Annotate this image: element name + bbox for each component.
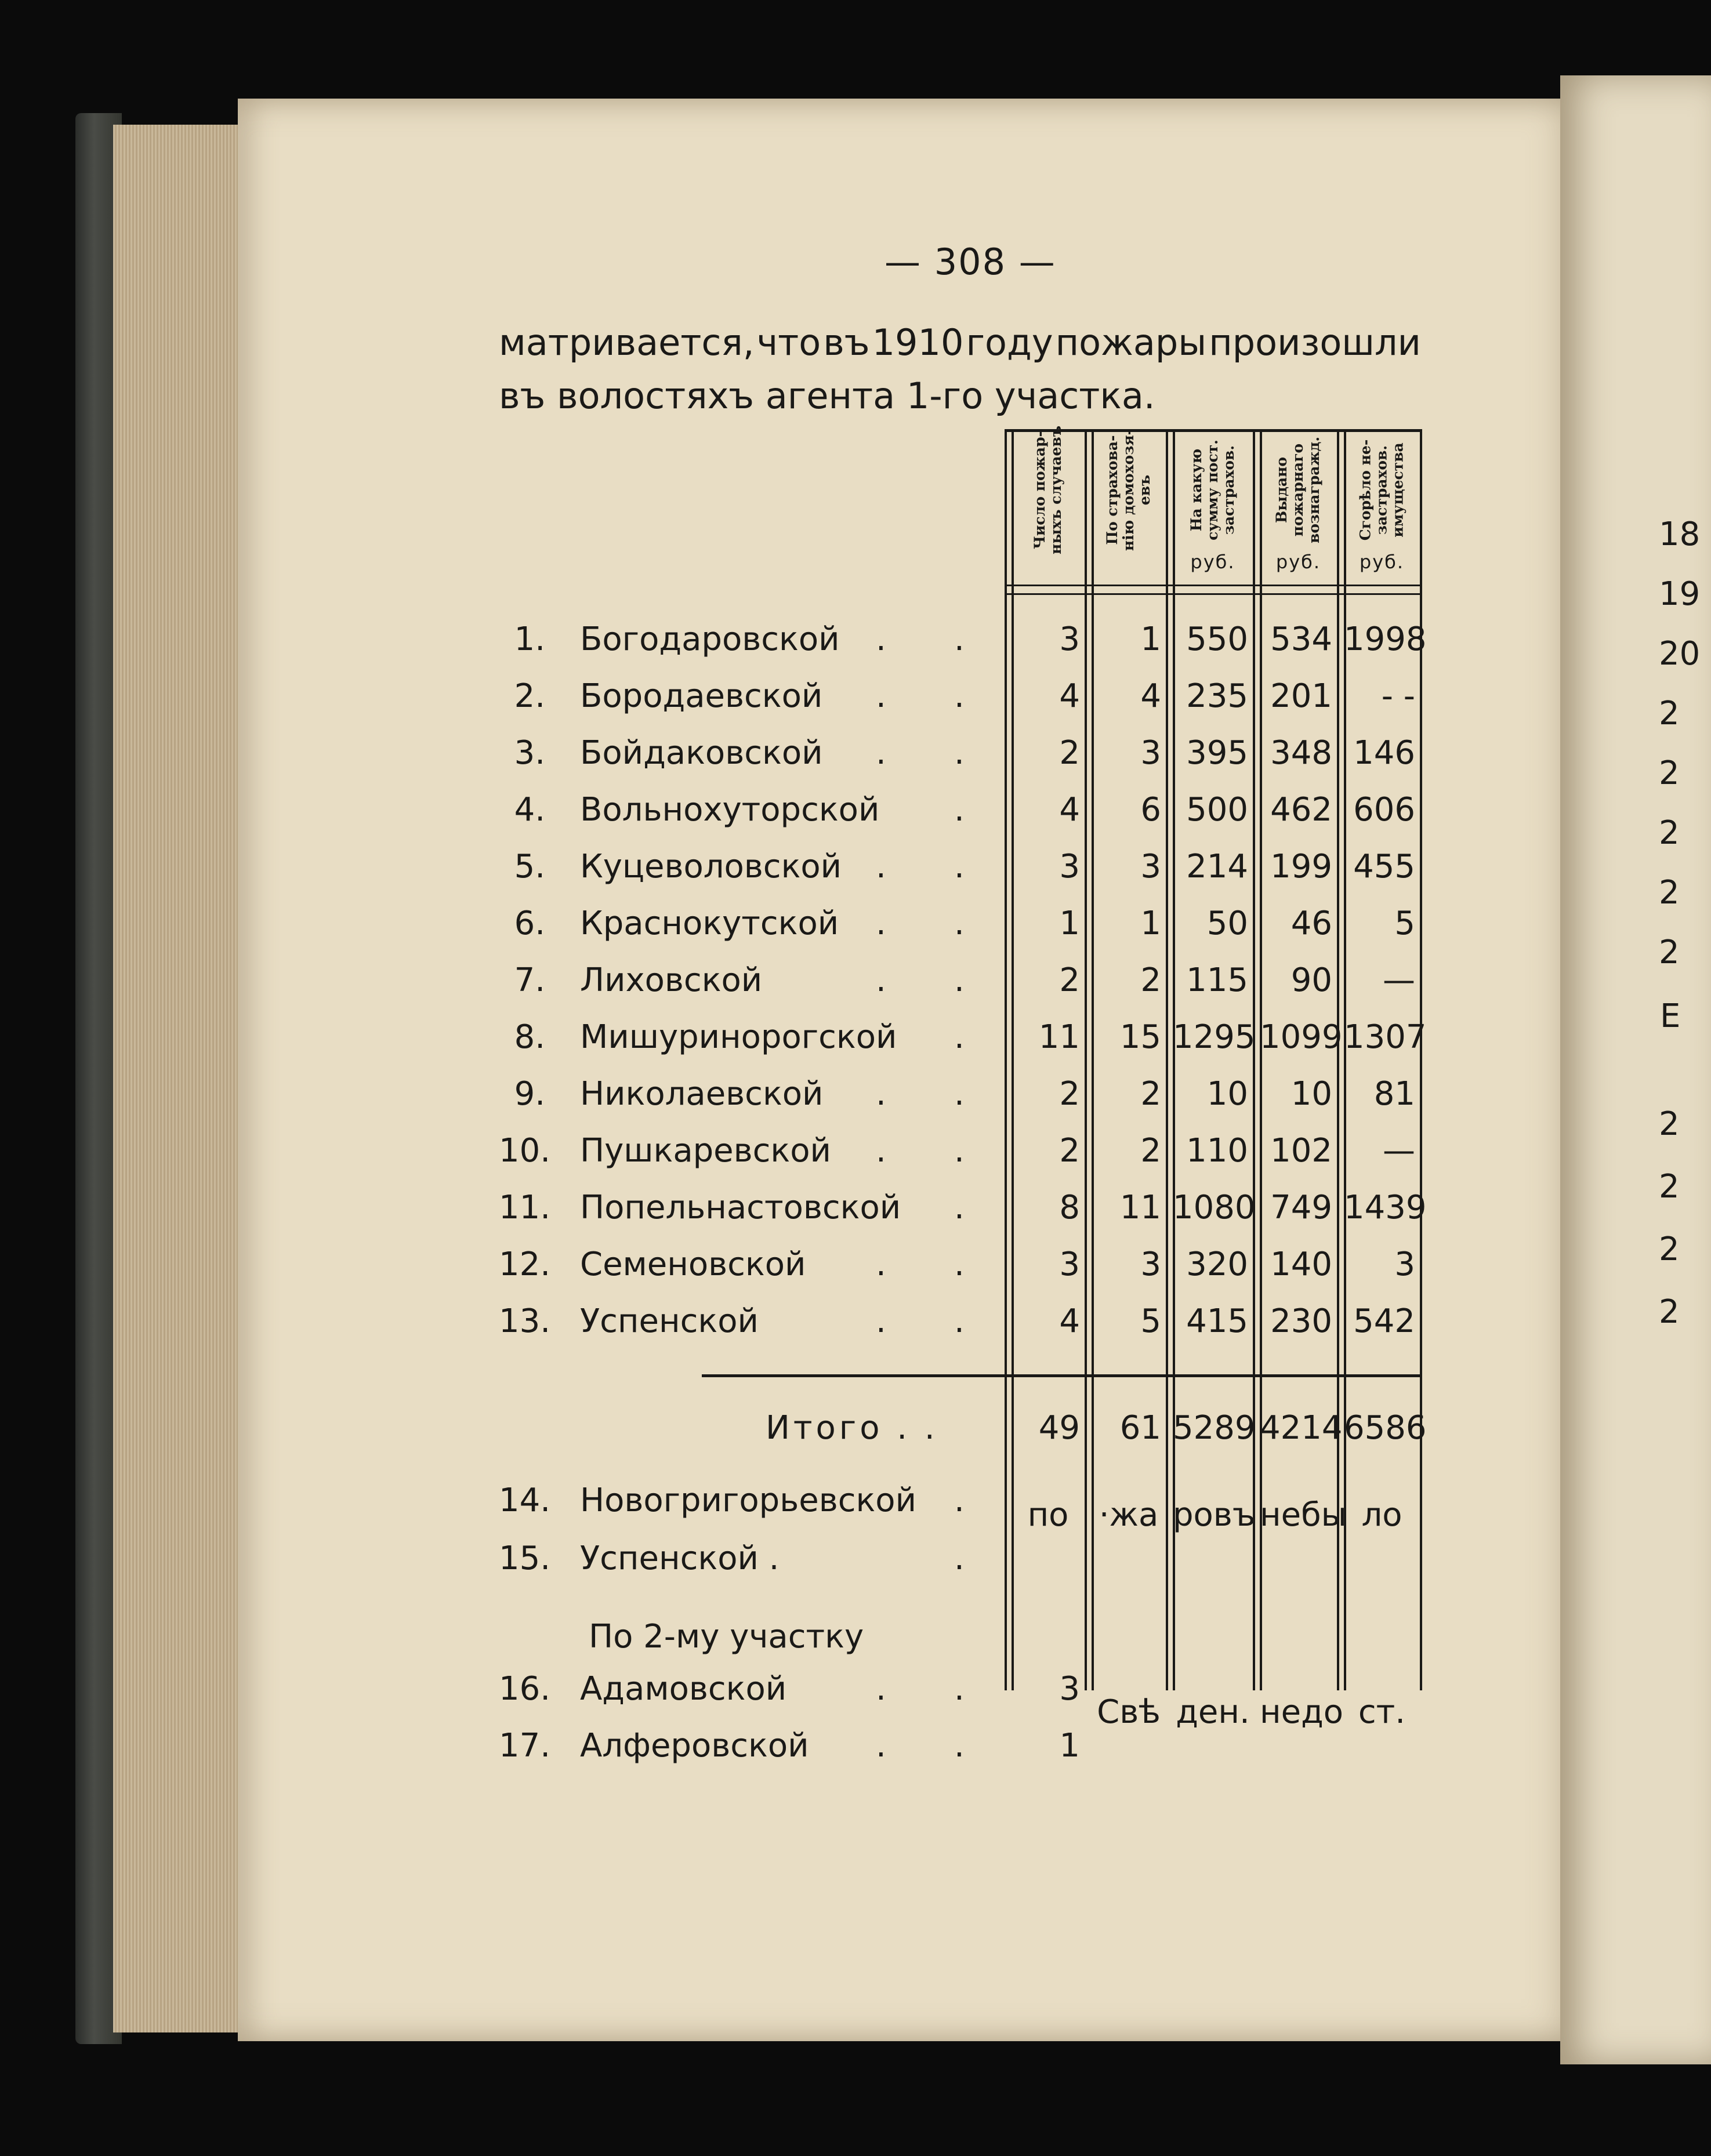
row-value: 10 bbox=[1290, 1075, 1332, 1113]
row-dot: . bbox=[954, 848, 965, 885]
row-dot: . bbox=[876, 1727, 886, 1765]
column-header-text: На какую сумму пост. застрахов. bbox=[1188, 440, 1238, 540]
row-number: 4. bbox=[514, 791, 545, 829]
row-name: Лиховской bbox=[580, 961, 763, 999]
row-number: 14. bbox=[499, 1482, 551, 1519]
row-dot: . bbox=[876, 620, 886, 658]
row-dot: . bbox=[876, 1246, 886, 1283]
row-value: 3 bbox=[1394, 1246, 1415, 1283]
intro-word: въ bbox=[823, 321, 870, 364]
row-value: 4 bbox=[1140, 677, 1161, 715]
row-dot: . bbox=[954, 1018, 965, 1056]
row-value: 11 bbox=[1119, 1189, 1161, 1226]
row-value: 214 bbox=[1186, 848, 1248, 885]
next-page bbox=[1560, 75, 1711, 2064]
intro-text bbox=[499, 316, 1421, 423]
column-rule bbox=[1085, 429, 1087, 1690]
row-value: 4 bbox=[1059, 1302, 1080, 1340]
column-rule bbox=[1166, 429, 1168, 1690]
table-header-rule-2 bbox=[1005, 593, 1422, 595]
next-page-fragment: 2 bbox=[1659, 695, 1680, 732]
column-rule bbox=[1005, 429, 1007, 1690]
row-value: 542 bbox=[1353, 1302, 1415, 1340]
next-page-fragment: 19 bbox=[1659, 575, 1701, 613]
row-dot: . bbox=[954, 677, 965, 715]
row-value: 2 bbox=[1059, 1132, 1080, 1170]
row-name: Новогригорьевской bbox=[580, 1482, 916, 1519]
column-header bbox=[1260, 438, 1337, 542]
row-value: 3 bbox=[1059, 1670, 1080, 1708]
row-dot: . bbox=[954, 1246, 965, 1283]
row-value: 3 bbox=[1059, 1246, 1080, 1283]
row-value: 1 bbox=[1059, 1727, 1080, 1765]
row-value: 1 bbox=[1140, 620, 1161, 658]
total-value: 49 bbox=[1038, 1409, 1080, 1447]
no-fire-note: по bbox=[1027, 1496, 1069, 1534]
row-value: 11 bbox=[1038, 1018, 1080, 1056]
row-value: 2 bbox=[1059, 734, 1080, 772]
page-number: — 308 — bbox=[884, 241, 1056, 283]
row-dot: . bbox=[876, 1670, 886, 1708]
row-name: Мишуринорогской bbox=[580, 1018, 897, 1056]
column-header bbox=[1173, 438, 1253, 542]
total-label: Итого . . bbox=[766, 1409, 938, 1447]
next-page-fragment: 2 bbox=[1659, 1105, 1680, 1143]
row-value: 1998 bbox=[1344, 620, 1427, 658]
row-value: 46 bbox=[1290, 905, 1332, 942]
row-dot: . bbox=[954, 905, 965, 942]
no-fire-note: ровъ bbox=[1173, 1496, 1256, 1534]
column-header-text: Число пожар- ныхъ случаевъ bbox=[1031, 426, 1065, 554]
row-value: 1080 bbox=[1173, 1189, 1256, 1226]
next-page-fragments-2 bbox=[1659, 1093, 1680, 1344]
no-data-note: Свѣ bbox=[1097, 1693, 1161, 1731]
row-value: 115 bbox=[1186, 961, 1248, 999]
row-dot: . bbox=[954, 734, 965, 772]
row-value: 146 bbox=[1353, 734, 1415, 772]
column-header bbox=[1092, 429, 1166, 551]
column-unit: руб. bbox=[1190, 551, 1235, 573]
row-value: 15 bbox=[1119, 1018, 1161, 1056]
column-header bbox=[1344, 438, 1420, 542]
row-name: Пушкаревской bbox=[580, 1132, 831, 1170]
row-number: 8. bbox=[514, 1018, 545, 1056]
row-value: 2 bbox=[1140, 1132, 1161, 1170]
column-header-text: Выдано пожарнаго вознагражд. bbox=[1273, 436, 1323, 544]
row-number: 5. bbox=[514, 848, 545, 885]
row-number: 6. bbox=[514, 905, 545, 942]
row-dot: . bbox=[954, 1189, 965, 1226]
table-header-rule bbox=[1005, 585, 1422, 586]
column-unit: руб. bbox=[1359, 551, 1405, 573]
row-dot: . bbox=[876, 905, 886, 942]
row-dot: . bbox=[954, 791, 965, 829]
row-value: 1295 bbox=[1173, 1018, 1256, 1056]
row-value: 320 bbox=[1186, 1246, 1248, 1283]
total-value: 61 bbox=[1119, 1409, 1161, 1447]
row-value: 3 bbox=[1140, 734, 1161, 772]
row-dot: . bbox=[876, 961, 886, 999]
next-page-fragments bbox=[1659, 504, 1700, 982]
row-value: 50 bbox=[1206, 905, 1248, 942]
row-value: 415 bbox=[1186, 1302, 1248, 1340]
row-name: Успенской bbox=[580, 1302, 759, 1340]
next-page-fragment: 2 bbox=[1659, 1231, 1680, 1268]
row-dot: . bbox=[876, 734, 886, 772]
row-name: Вольнохуторской bbox=[580, 791, 880, 829]
row-dot: . bbox=[954, 1302, 965, 1340]
next-page-letter: Е bbox=[1660, 997, 1681, 1035]
row-value: 201 bbox=[1270, 677, 1332, 715]
row-value: 550 bbox=[1186, 620, 1248, 658]
row-name: Николаевской bbox=[580, 1075, 824, 1113]
row-value: 348 bbox=[1270, 734, 1332, 772]
row-value: 5 bbox=[1394, 905, 1415, 942]
intro-word: году bbox=[966, 321, 1053, 364]
row-value: 2 bbox=[1140, 1075, 1161, 1113]
row-value: 1307 bbox=[1344, 1018, 1427, 1056]
row-value: 1099 bbox=[1260, 1018, 1343, 1056]
row-number: 1. bbox=[514, 620, 545, 658]
intro-word: матривается, bbox=[499, 321, 755, 364]
row-dot: . bbox=[954, 620, 965, 658]
intro-line-1 bbox=[499, 316, 1421, 369]
row-value: 230 bbox=[1270, 1302, 1332, 1340]
no-fire-note: небы bbox=[1260, 1496, 1347, 1534]
row-value: 462 bbox=[1270, 791, 1332, 829]
row-value: 10 bbox=[1206, 1075, 1248, 1113]
row-name: Краснокутской bbox=[580, 905, 839, 942]
row-value: 1439 bbox=[1344, 1189, 1427, 1226]
row-number: 13. bbox=[499, 1302, 551, 1340]
column-header-text: По страхова- нію домохозя- евъ bbox=[1104, 429, 1153, 551]
intro-word: что bbox=[756, 321, 821, 364]
next-page-fragment: 20 bbox=[1659, 635, 1701, 673]
row-value: 1 bbox=[1059, 905, 1080, 942]
row-name: Успенской . bbox=[580, 1540, 780, 1577]
row-name: Алферовской bbox=[580, 1727, 809, 1765]
row-value: 500 bbox=[1186, 791, 1248, 829]
no-fire-note: ло bbox=[1361, 1496, 1402, 1534]
row-value: 8 bbox=[1059, 1189, 1080, 1226]
row-dot: . bbox=[954, 1132, 965, 1170]
row-number: 10. bbox=[499, 1132, 551, 1170]
row-number: 9. bbox=[514, 1075, 545, 1113]
total-value: 4214 bbox=[1260, 1409, 1343, 1447]
row-dot: . bbox=[954, 961, 965, 999]
section-title: По 2-му участку bbox=[589, 1618, 864, 1656]
intro-word: произошли bbox=[1209, 321, 1421, 364]
row-value: 6 bbox=[1140, 791, 1161, 829]
page-edges bbox=[113, 125, 246, 2032]
no-data-note: ден. bbox=[1176, 1693, 1250, 1731]
row-dot: . bbox=[876, 1132, 886, 1170]
row-value: 3 bbox=[1140, 1246, 1161, 1283]
row-value: 235 bbox=[1186, 677, 1248, 715]
row-value: 3 bbox=[1059, 620, 1080, 658]
row-number: 7. bbox=[514, 961, 545, 999]
row-dot: . bbox=[954, 1075, 965, 1113]
row-value: 1 bbox=[1140, 905, 1161, 942]
row-value: 199 bbox=[1270, 848, 1332, 885]
row-value: 2 bbox=[1059, 1075, 1080, 1113]
row-dot: . bbox=[954, 1727, 965, 1765]
next-page-fragment: 2 bbox=[1659, 874, 1680, 912]
row-name: Адамовской bbox=[580, 1670, 787, 1708]
row-name: Куцеволовской bbox=[580, 848, 842, 885]
row-value: 2 bbox=[1059, 961, 1080, 999]
next-page-fragment: 2 bbox=[1659, 814, 1680, 852]
row-value: 455 bbox=[1353, 848, 1415, 885]
row-value: 102 bbox=[1270, 1132, 1332, 1170]
row-value: 606 bbox=[1353, 791, 1415, 829]
next-page-fragment: 2 bbox=[1659, 1168, 1680, 1206]
column-header bbox=[1012, 426, 1085, 554]
row-value: 2 bbox=[1140, 961, 1161, 999]
row-dot: . bbox=[876, 1302, 886, 1340]
row-number: 15. bbox=[499, 1540, 551, 1577]
row-number: 16. bbox=[499, 1670, 551, 1708]
intro-word: 1910 bbox=[872, 321, 964, 364]
row-name: Бойдаковской bbox=[580, 734, 823, 772]
row-name: Семеновской bbox=[580, 1246, 806, 1283]
row-dot: . bbox=[954, 1670, 965, 1708]
row-value: — bbox=[1383, 1132, 1415, 1170]
row-value: 110 bbox=[1186, 1132, 1248, 1170]
table-top-rule bbox=[1005, 429, 1422, 432]
column-rule bbox=[1420, 429, 1422, 1690]
row-number: 12. bbox=[499, 1246, 551, 1283]
row-name: Богодаровской bbox=[580, 620, 840, 658]
row-name: Попельнастовской bbox=[580, 1189, 901, 1226]
row-number: 3. bbox=[514, 734, 545, 772]
row-value: 395 bbox=[1186, 734, 1248, 772]
total-value: 5289 bbox=[1173, 1409, 1256, 1447]
row-value: 534 bbox=[1270, 620, 1332, 658]
row-number: 2. bbox=[514, 677, 545, 715]
total-value: 6586 bbox=[1344, 1409, 1427, 1447]
row-dot: . bbox=[876, 677, 886, 715]
row-dot: . bbox=[876, 848, 886, 885]
intro-line-2: въ волостяхъ агента 1-го участка. bbox=[499, 375, 1155, 417]
no-fire-note: ·жа bbox=[1099, 1496, 1159, 1534]
next-page-fragment: 18 bbox=[1659, 516, 1701, 553]
row-value: 4 bbox=[1059, 677, 1080, 715]
row-value: 3 bbox=[1059, 848, 1080, 885]
row-value: - - bbox=[1381, 677, 1415, 715]
intro-word: пожары bbox=[1055, 321, 1207, 364]
row-value: 81 bbox=[1373, 1075, 1415, 1113]
next-page-fragment: 2 bbox=[1659, 754, 1680, 792]
column-header-text: Сгорѣло не- застрахов. имущества bbox=[1357, 439, 1406, 541]
row-dot: . bbox=[876, 1075, 886, 1113]
row-dot: . bbox=[954, 1540, 965, 1577]
row-value: 4 bbox=[1059, 791, 1080, 829]
column-unit: руб. bbox=[1275, 551, 1321, 573]
row-value: 140 bbox=[1270, 1246, 1332, 1283]
row-value: 5 bbox=[1140, 1302, 1161, 1340]
row-number: 17. bbox=[499, 1727, 551, 1765]
row-value: — bbox=[1383, 961, 1415, 999]
table-total-rule bbox=[702, 1374, 1422, 1377]
next-page-fragment: 2 bbox=[1659, 1293, 1680, 1331]
row-name: Бородаевской bbox=[580, 677, 823, 715]
row-value: 3 bbox=[1140, 848, 1161, 885]
next-page-fragment: 2 bbox=[1659, 934, 1680, 971]
row-value: 749 bbox=[1270, 1189, 1332, 1226]
row-value: 90 bbox=[1290, 961, 1332, 999]
no-data-note: недо bbox=[1260, 1693, 1344, 1731]
row-number: 11. bbox=[499, 1189, 551, 1226]
row-dot: . bbox=[954, 1482, 965, 1519]
no-data-note: ст. bbox=[1358, 1693, 1406, 1731]
